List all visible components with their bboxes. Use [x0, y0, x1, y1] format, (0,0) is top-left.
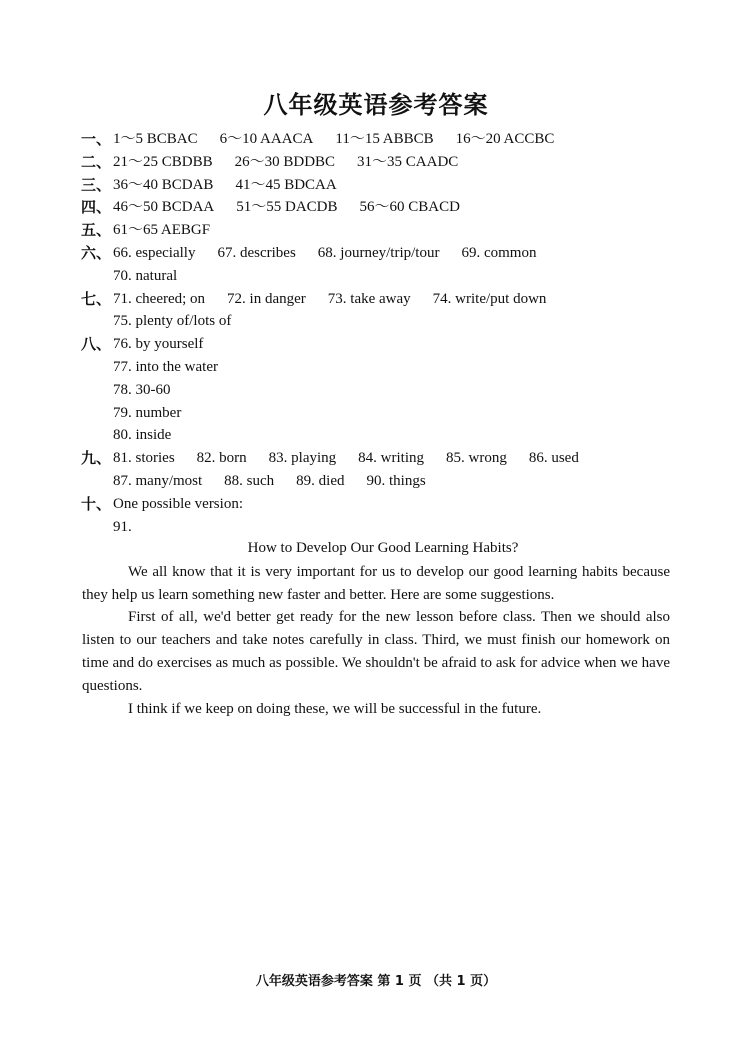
answer-item: 41～45 BDCAA	[235, 176, 337, 193]
answer-row	[81, 288, 681, 311]
page-footer: 八年级英语参考答案 第 1 页 （共 1 页）	[255, 974, 497, 989]
answer-item: 46～50 BCDAA	[113, 199, 215, 216]
answer-items	[113, 265, 199, 288]
answer-item: 6～10 AAACA	[219, 131, 314, 147]
answer-row	[81, 219, 681, 242]
section-number: 十、	[81, 494, 112, 513]
answer-item: 36～40 BCDAB	[113, 176, 214, 193]
answer-item: 70. natural	[113, 267, 178, 284]
answer-items	[113, 470, 448, 493]
answer-items	[113, 379, 193, 402]
section-number: 四、	[81, 198, 112, 217]
answer-item: 75. plenty of/lots of	[113, 313, 232, 330]
section-number: 三、	[81, 175, 112, 194]
section-number: 五、	[81, 221, 112, 240]
answer-row	[81, 333, 681, 356]
answer-item: 71. cheered; on	[113, 290, 206, 307]
essay-title: How to Develop Our Good Learning Habits?	[247, 540, 519, 556]
answer-item: 78. 30-60	[113, 381, 171, 398]
answer-item: 90. things	[366, 472, 426, 489]
answer-item: One possible version:	[113, 495, 243, 512]
section-number: 一、	[81, 130, 112, 148]
essay-paragraph: We all know that it is very important for us to develop our good learning habits because they help us learn something new faster and better. Here are some suggestions.	[82, 563, 670, 603]
answer-items	[113, 516, 154, 539]
answer-item: 72. in danger	[227, 290, 306, 307]
answer-row	[81, 356, 681, 379]
answer-items	[113, 196, 482, 219]
section-number: 七、	[81, 289, 112, 308]
answer-item: 26～30 BDDBC	[234, 153, 336, 170]
answer-items	[113, 174, 359, 197]
answer-items	[113, 310, 253, 333]
answer-item: 1～5 BCBAC	[113, 131, 198, 147]
answer-items	[113, 288, 568, 311]
answer-item: 76. by yourself	[113, 336, 204, 353]
answer-row	[81, 516, 681, 539]
answer-item: 84. writing	[358, 450, 425, 467]
page-title: 八年级英语参考答案	[263, 91, 489, 119]
answer-item: 86. used	[528, 450, 579, 467]
answer-item: 81. stories	[113, 450, 175, 467]
answer-item: 82. born	[196, 450, 247, 467]
answer-list	[81, 128, 681, 538]
section-number: 二、	[81, 152, 112, 171]
answer-item: 16～20 ACCBC	[455, 131, 555, 147]
answer-row	[81, 470, 681, 493]
section-number: 八、	[81, 335, 112, 354]
section-number: 六、	[81, 243, 112, 262]
answer-item: 89. died	[296, 472, 345, 489]
answer-item: 11～15 ABBCB	[335, 131, 434, 147]
answer-item: 31～35 CAADC	[357, 153, 459, 170]
answer-items	[113, 447, 601, 470]
answer-items	[113, 424, 193, 447]
answer-items	[113, 493, 265, 516]
answer-item: 87. many/most	[113, 472, 203, 489]
answer-item: 56～60 CBACD	[359, 199, 460, 216]
answer-row	[81, 402, 681, 425]
answer-item: 91.	[113, 518, 132, 535]
answer-row	[81, 128, 681, 151]
answer-row	[81, 265, 681, 288]
answer-item: 69. common	[461, 244, 537, 261]
answer-items	[113, 402, 203, 425]
answer-item: 66. especially	[113, 244, 196, 261]
answer-items	[113, 333, 225, 356]
essay-paragraph: I think if we keep on doing these, we will be successful in the future.	[128, 700, 542, 717]
answer-row	[81, 493, 681, 516]
answer-row	[81, 174, 681, 197]
answer-row	[81, 151, 681, 174]
essay-paragraph: First of all, we'd better get ready for the new lesson before class. Then we should also listen to our teachers and take notes carefully in class. Third, we must finish our homework on time and do exercises as much as possible. We shouldn't be afraid to ask for advice when we have questions.	[82, 609, 670, 694]
answer-row	[81, 196, 681, 219]
answer-item: 77. into the water	[113, 358, 218, 375]
answer-item: 88. such	[224, 472, 275, 489]
answer-item: 85. wrong	[446, 450, 507, 467]
answer-item: 74. write/put down	[432, 290, 547, 307]
answer-item: 68. journey/trip/tour	[317, 244, 440, 261]
answer-items	[113, 356, 240, 379]
answer-row	[81, 379, 681, 402]
section-number: 九、	[81, 449, 112, 468]
answer-item: 21～25 CBDBB	[113, 153, 213, 170]
answer-row	[81, 447, 681, 470]
model-essay	[82, 537, 670, 720]
answer-row	[81, 424, 681, 447]
answer-item: 51～55 DACDB	[236, 199, 338, 216]
answer-item: 67. describes	[217, 244, 296, 261]
answer-item: 80. inside	[113, 427, 172, 444]
answer-item: 73. take away	[327, 290, 411, 307]
answer-item: 83. playing	[268, 450, 337, 467]
answer-items	[113, 219, 232, 242]
answer-item: 79. number	[113, 404, 182, 421]
answer-row	[81, 310, 681, 333]
answer-row	[81, 242, 681, 265]
answer-item: 61～65 AEBGF	[113, 222, 211, 239]
answer-items	[113, 128, 576, 151]
answer-items	[113, 242, 558, 265]
answer-items	[113, 151, 480, 174]
